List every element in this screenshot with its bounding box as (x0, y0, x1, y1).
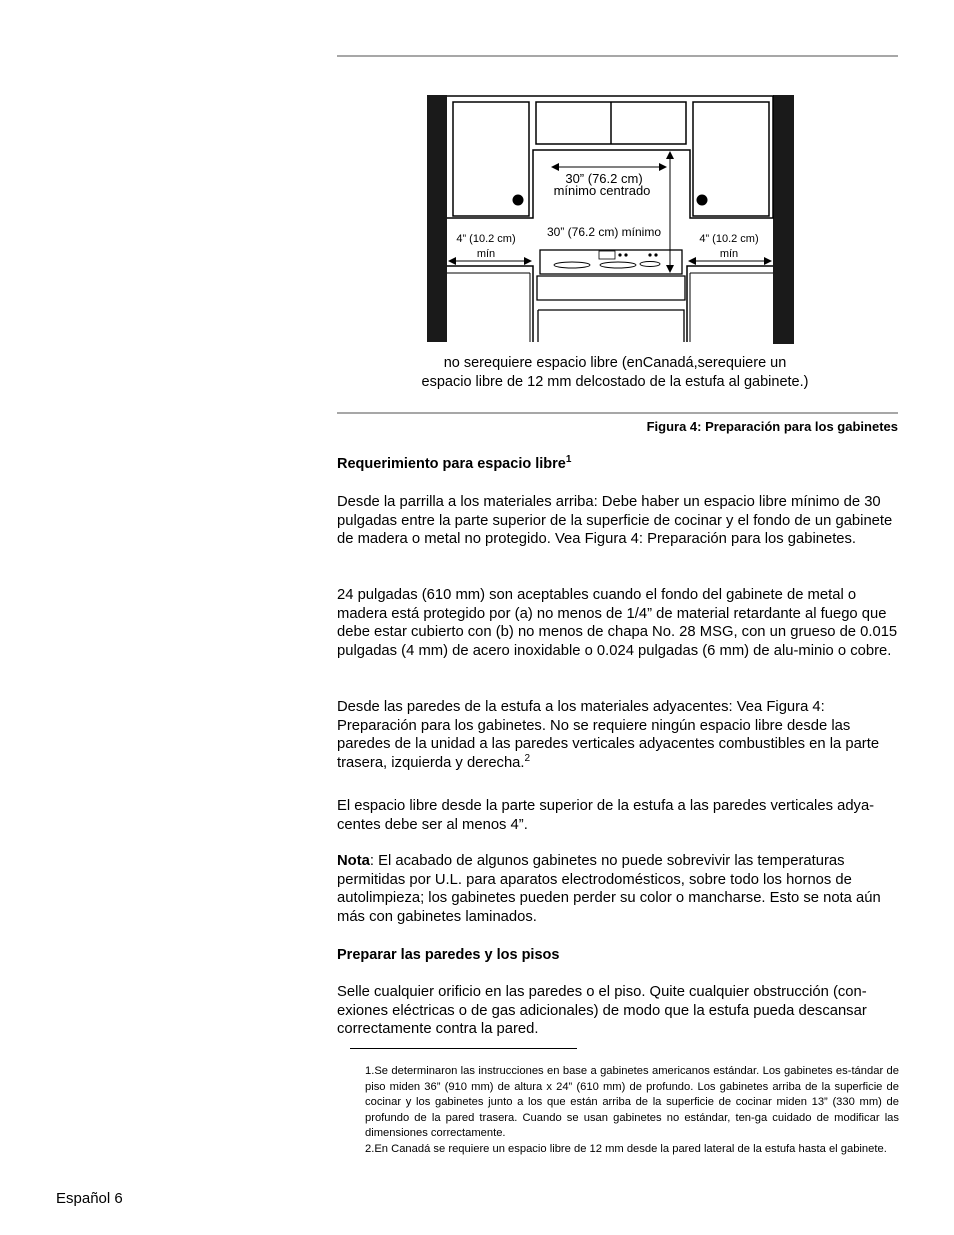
center-width-label-2: mínimo centrado (553, 183, 651, 198)
right-gap-label: 4” (10.2 cm) (699, 233, 759, 245)
paragraph-note: Nota: El acabado de algunos gabinetes no puede sobrevivir las temperaturas permitidas por U.L. para aparatos electrodomésticos, sobre todo los hornos de autolimpieza; los gabinetes pueden perder su color o mancharse. Esto se nota aún más con gabinetes laminados. (337, 853, 881, 926)
left-countertop (447, 266, 533, 342)
left-gap-label: 4” (10.2 cm) (456, 233, 516, 245)
section-heading-walls: Preparar las paredes y los pisos (337, 947, 560, 963)
cabinet-clearance-figure (400, 90, 830, 390)
paragraph-1: Desde la parrilla a los materiales arriba: Debe haber un espacio libre mínimo de 30 pulgadas entre la parte superior de la superficie de cocinar y el fondo de un gabinete de madera o metal no protegido. Vea Figura 4: Preparación para los gabinetes. (337, 494, 893, 548)
left-wall (427, 95, 447, 342)
note-label: Nota (337, 853, 370, 869)
figure-caption: Figura 4: Preparación para los gabinetes (646, 419, 898, 434)
left-gap-label-2: mín (476, 248, 496, 260)
footnote-ref-1: 1 (565, 454, 572, 465)
footnote-1: 1.Se determinaron las instrucciones en base a gabinetes americanos estándar. Los gabinetes es-tándar de piso miden 36” (910 mm) de altura x 24” (610 mm) de profundo. Los gabinetes arriba de la superficie de cocinar y los gabinetes junto a los que están arriba de la superficie de cocinar miden 13” (330 mm) de profundo de la pared trasera. Cuando se usan gabinetes no estándar, ten-ga cuidado de modificar las dimensiones correctamente. (365, 1065, 899, 1140)
figure-bottom-rule (337, 412, 898, 414)
footnote-ref-2: 2 (524, 753, 531, 765)
right-wall (773, 95, 794, 344)
range-illustration (537, 250, 685, 342)
right-countertop (687, 266, 773, 342)
figure-note-line1: no serequiere espacio libre (enCanadá,serequiere un (443, 355, 787, 371)
figure-note-line2: espacio libre de 12 mm delcostado de la estufa al gabinete.) (421, 374, 809, 390)
center-width-label: 30” (76.2 cm) (565, 171, 643, 186)
right-cabinet-knob (697, 195, 708, 206)
left-cabinet-knob (513, 195, 524, 206)
paragraph-walls: Selle cualquier orificio en las paredes o el piso. Quite cualquier obstrucción (con-exiones eléctricas o de gas adicionales) de modo que la estufa pueda descansar correctamente contra la pared. (337, 984, 867, 1038)
footnote-rule (350, 1048, 577, 1049)
paragraph-3: Desde las paredes de la estufa a los materiales adyacentes: Vea Figura 4: Preparación para los gabinetes. No se requiere ningún espacio libre desde las paredes de la unidad a las paredes verticales adyacentes combustibles en la parte trasera, izquierda y derecha.$^2$ (337, 699, 880, 772)
height-label: 30” (76.2 cm) mínimo (546, 225, 662, 239)
footnote-2: 2.En Canadá se requiere un espacio libre de 12 mm desde la pared lateral de la estufa hasta el gabinete. (365, 1142, 887, 1155)
footnotes (365, 1064, 899, 1158)
right-gap-label-2: mín (719, 248, 739, 260)
paragraph-2: 24 pulgadas (610 mm) son aceptables cuando el fondo del gabinete de metal o madera está protegido por (a) no menos de 1/4” de material retardante al fuego que debe estar cubierto con (b) no menos de chapa No. 28 MSG, con un grueso de 0.015 pulgadas (4 mm) de acero inoxidable o 0.024 pulgadas (6 mm) de alu-minio o cobre. (337, 587, 898, 660)
top-rule (337, 55, 898, 57)
section-heading-clearance: Requerimiento para espacio libre$^1$ (337, 454, 572, 472)
page-number: Español 6 (56, 1190, 123, 1207)
paragraph-4: El espacio libre desde la parte superior de la estufa a las paredes verticales adya-centes debe ser al menos 4”. (337, 798, 875, 833)
